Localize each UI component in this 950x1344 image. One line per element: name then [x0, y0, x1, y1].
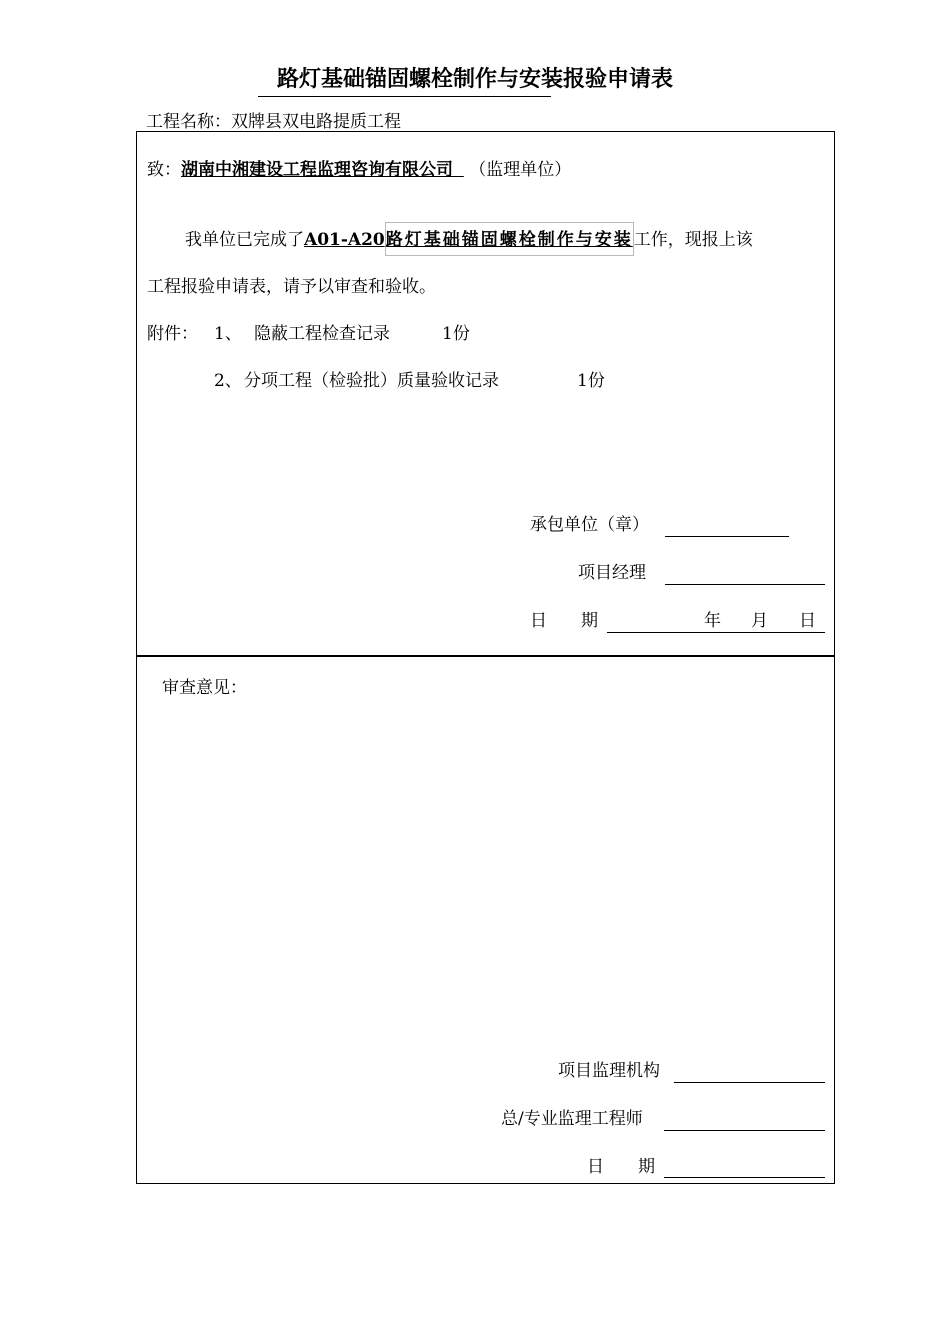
review-opinion-label: 审查意见：	[162, 678, 247, 698]
body-suffix: 工作，现报上该	[633, 230, 753, 250]
review-section	[136, 655, 835, 1184]
manager-signature-line	[665, 584, 825, 585]
application-date-label: 日 期	[530, 611, 598, 631]
supervisor-company: 湖南中湘建设工程监理咨询有限公司	[181, 160, 453, 180]
project-name: 双牌县双电路提质工程	[231, 112, 401, 132]
supervisor-role: （监理单位）	[469, 160, 572, 180]
body-prefix: 我单位已完成了	[185, 230, 304, 250]
form-title: 路灯基础锚固螺栓制作与安装报验申请表	[276, 67, 673, 92]
attachment-2-index: 2、	[214, 371, 242, 391]
application-section	[136, 131, 835, 657]
contractor-signature-line	[665, 536, 789, 537]
addressee-line	[147, 159, 571, 181]
work-item: 路灯基础锚固螺栓制作与安装	[385, 222, 634, 256]
review-date-label: 日 期	[587, 1157, 655, 1177]
application-date-line	[607, 632, 825, 633]
supervision-org-label: 项目监理机构	[558, 1061, 660, 1081]
attachment-1-index: 1、	[214, 324, 242, 344]
attachment-2-qty: 1份	[577, 371, 605, 391]
contractor-label: 承包单位（章）	[530, 515, 649, 535]
to-label: 致：	[147, 160, 181, 180]
review-date-line	[664, 1177, 825, 1178]
manager-label: 项目经理	[578, 563, 646, 583]
engineer-signature-line	[664, 1130, 825, 1131]
project-label: 工程名称：	[146, 112, 231, 132]
title-underline	[258, 96, 551, 97]
body-line2: 工程报验申请表，请予以审查和验收。	[147, 277, 436, 297]
attachment-1-name: 隐蔽工程检查记录	[254, 324, 390, 344]
attachment-2-name: 分项工程（检验批）质量验收记录	[244, 371, 499, 391]
project-name-line	[146, 107, 401, 132]
date-month: 月	[751, 611, 768, 631]
date-day: 日	[799, 611, 816, 631]
supervision-org-line	[674, 1082, 825, 1083]
attachments-label: 附件：	[147, 324, 198, 344]
work-range: A01-A20	[304, 230, 385, 250]
attachment-1-qty: 1份	[442, 324, 470, 344]
date-year: 年	[704, 611, 721, 631]
completion-statement	[185, 222, 753, 256]
engineer-label: 总/专业监理工程师	[501, 1109, 643, 1129]
